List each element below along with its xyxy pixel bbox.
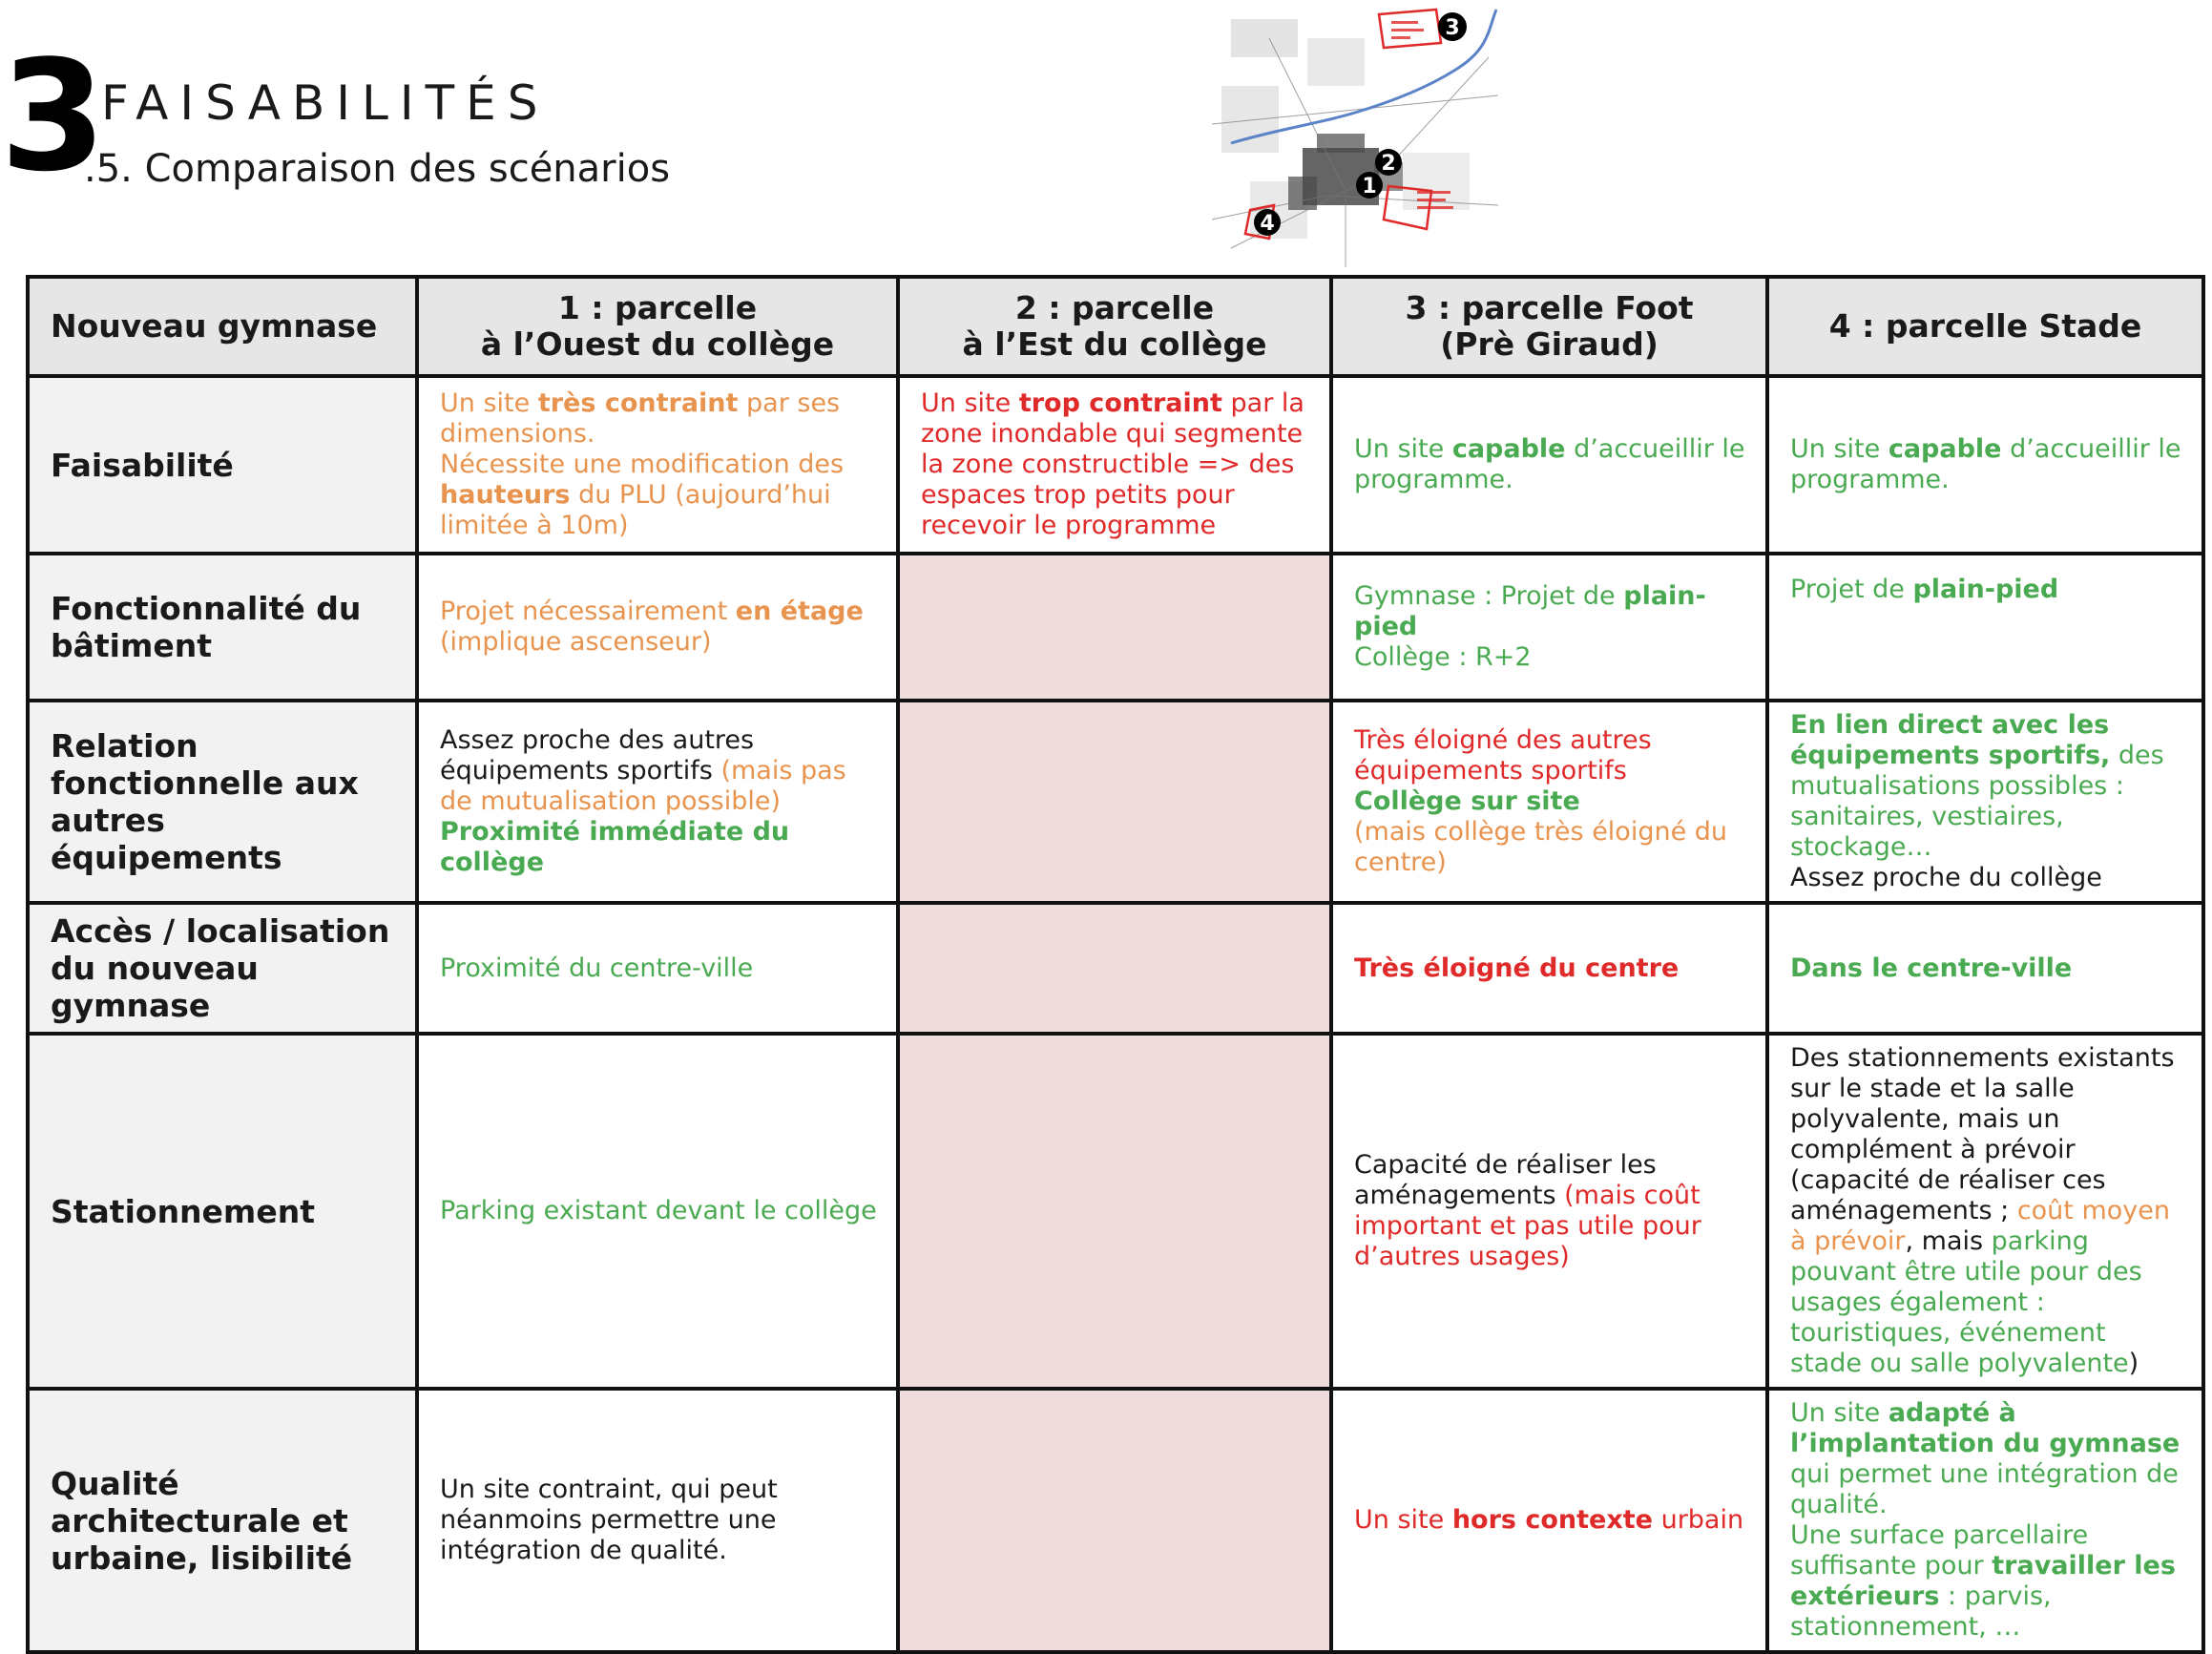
column-header-scenario-3 (1331, 277, 1767, 376)
cell-text-segment: Un site contraint, qui peut néanmoins permettre une intégration de qualité. (440, 1475, 778, 1565)
site-location-map (1212, 0, 1498, 269)
table-row-faisabilite (28, 376, 2203, 554)
table-cell (1767, 701, 2203, 903)
table-cell (1331, 903, 1767, 1034)
page-title: FAISABILITÉS (101, 75, 550, 131)
table-cell (1767, 554, 2203, 701)
map-marker-1 (1356, 172, 1383, 199)
cell-text-segment: par la zone inondable qui segmente la zone constructible => des espaces trop petits pour recevoir le programme (921, 388, 1304, 540)
cell-text-segment: Projet nécessairement (440, 597, 736, 626)
cell-text-segment: capable (1451, 434, 1566, 464)
column-header-line2: à l’Est du collège (962, 325, 1267, 363)
table-cell-not-applicable (898, 1389, 1331, 1652)
cell-text-segment: Assez proche du collège (1790, 863, 2102, 892)
table-header-row (28, 277, 2203, 376)
cell-text-segment: (mais collège très éloigné du centre) (1354, 817, 1728, 877)
cell-text-segment: Collège : R+2 (1354, 642, 1532, 672)
cell-text-segment: des mutualisations possibles : sanitaires, vestiaires, stockage… (1790, 741, 2164, 862)
table-row-relation (28, 701, 2203, 903)
cell-text-segment: : parvis, stationnement, … (1790, 1581, 2052, 1642)
cell-text-segment: (mais pas de mutualisation possible) (440, 756, 846, 816)
table-cell (1767, 376, 2203, 554)
cell-text-segment: (mais coût important et pas utile pour d’autres usages) (1354, 1181, 1701, 1271)
svg-text:1: 1 (1362, 175, 1377, 199)
row-header: Qualité architecturale et urbaine, lisibilité (28, 1389, 417, 1652)
column-header-line1: 1 : parcelle (557, 289, 758, 326)
cell-text-segment: en étage (735, 597, 864, 626)
cell-text-segment: qui permet une intégration de qualité. (1790, 1459, 2179, 1519)
table-cell (417, 1034, 898, 1389)
cell-text-segment: travailler les extérieurs (1790, 1551, 2176, 1611)
table-cell (417, 554, 898, 701)
table-cell (417, 903, 898, 1034)
corner-header: Nouveau gymnase (28, 277, 417, 376)
cell-text-segment: Une surface parcellaire suffisante pour (1790, 1520, 2089, 1581)
column-header-scenario-2 (898, 277, 1331, 376)
svg-text:2: 2 (1381, 152, 1396, 176)
cell-text-segment: capable (1888, 434, 2002, 464)
cell-text-segment: d’accueillir le programme. (1790, 434, 2181, 494)
map-marker-3 (1438, 12, 1467, 41)
cell-text-segment: plain-pied (1912, 575, 2059, 604)
cell-text-segment: Très éloigné des autres équipements sportifs (1354, 725, 1652, 785)
cell-text-segment: hors contexte (1451, 1505, 1653, 1535)
table-cell (417, 376, 898, 554)
cell-text-segment: très contraint (537, 388, 739, 418)
cell-text-segment: Collège sur site (1354, 786, 1580, 816)
section-number: 3 (0, 27, 107, 205)
table-cell-not-applicable (898, 554, 1331, 701)
row-header: Fonctionnalité du bâtiment (28, 554, 417, 701)
column-header-line2: (Prè Giraud) (1440, 325, 1659, 363)
cell-text-segment: Un site (921, 388, 1019, 418)
cell-text-segment: Projet de (1790, 575, 1913, 604)
scenario-comparison-table (26, 275, 2205, 1654)
cell-text-segment: En lien direct avec les équipements sportifs, (1790, 710, 2111, 770)
page-subtitle: .5. Comparaison des scénarios (84, 147, 671, 191)
cell-text-segment: ) (2128, 1349, 2139, 1378)
cell-text-segment: Un site (440, 388, 538, 418)
cell-text-segment: d’accueillir le programme. (1354, 434, 1745, 494)
cell-text-segment: urbain (1653, 1505, 1744, 1535)
table-cell (1767, 903, 2203, 1034)
cell-text-segment: Dans le centre-ville (1790, 953, 2073, 983)
table-row-stationnement (28, 1034, 2203, 1389)
cell-text-segment: Un site (1790, 1398, 1889, 1428)
column-header-line1: 4 : parcelle Stade (1828, 307, 2142, 345)
table-cell (1331, 701, 1767, 903)
table-cell (1331, 1389, 1767, 1652)
column-header-line1: 3 : parcelle Foot (1405, 289, 1694, 326)
row-header: Accès / localisation du nouveau gymnase (28, 903, 417, 1034)
table-row-fonctionnalite (28, 554, 2203, 701)
cell-text-segment: Assez proche des autres équipements sportifs (440, 725, 755, 785)
table-cell (1331, 1034, 1767, 1389)
svg-text:4: 4 (1260, 212, 1275, 236)
table-row-acces (28, 903, 2203, 1034)
cell-text-segment: Gymnase : Projet de (1354, 581, 1624, 611)
cell-text-segment: Des stationnements existants sur le stade et la salle polyvalente, mais un complément à prévoir (capacité de réaliser ces aménagements ; (1790, 1043, 2175, 1225)
table-cell-not-applicable (898, 903, 1331, 1034)
cell-text-segment: Proximité immédiate du collège (440, 817, 790, 877)
cell-text-segment: trop contraint (1018, 388, 1222, 418)
cell-text-segment: Nécessite une modification des (440, 450, 845, 479)
cell-text-segment: coût moyen à prévoir (1790, 1196, 2170, 1256)
table-cell (417, 1389, 898, 1652)
table-cell (898, 376, 1331, 554)
cell-text-segment: Très éloigné du centre (1354, 953, 1680, 983)
cell-text-segment: Un site (1790, 434, 1889, 464)
map-marker-4 (1254, 209, 1281, 236)
svg-text:3: 3 (1445, 16, 1460, 40)
column-header-scenario-4 (1767, 277, 2203, 376)
table-cell (417, 701, 898, 903)
table-cell-not-applicable (898, 1034, 1331, 1389)
cell-text-segment: (implique ascenseur) (440, 627, 712, 657)
cell-text-segment: Un site (1354, 1505, 1452, 1535)
cell-text-segment: plain-pied (1354, 581, 1706, 641)
cell-text-segment: par ses dimensions. (440, 388, 841, 449)
table-cell (1767, 1389, 2203, 1652)
cell-text-segment: Parking existant devant le collège (440, 1196, 877, 1225)
cell-text-segment: du PLU (aujourd’hui limitée à 10m) (440, 480, 831, 540)
column-header-scenario-1 (417, 277, 898, 376)
row-header: Faisabilité (28, 376, 417, 554)
table-cell (1331, 376, 1767, 554)
column-header-line1: 2 : parcelle (1014, 289, 1215, 326)
row-header: Stationnement (28, 1034, 417, 1389)
table-cell-not-applicable (898, 701, 1331, 903)
cell-text-segment: hauteurs (440, 480, 571, 510)
cell-text-segment: Proximité du centre-ville (440, 953, 754, 983)
map-marker-2 (1375, 149, 1402, 176)
column-header-line2: à l’Ouest du collège (480, 325, 835, 363)
cell-text-segment: Capacité de réaliser les aménagements (1354, 1150, 1657, 1210)
cell-text-segment: adapté à l’implantation du gymnase (1790, 1398, 2181, 1458)
cell-text-segment: Un site (1354, 434, 1452, 464)
cell-text-segment: parking pouvant être utile pour des usages également : touristiques, événement stade ou salle polyvalente (1790, 1226, 2142, 1378)
row-header: Relation fonctionnelle aux autres équipements (28, 701, 417, 903)
table-row-qualite (28, 1389, 2203, 1652)
table-cell (1331, 554, 1767, 701)
table-cell (1767, 1034, 2203, 1389)
cell-text-segment: , mais (1905, 1226, 1992, 1256)
